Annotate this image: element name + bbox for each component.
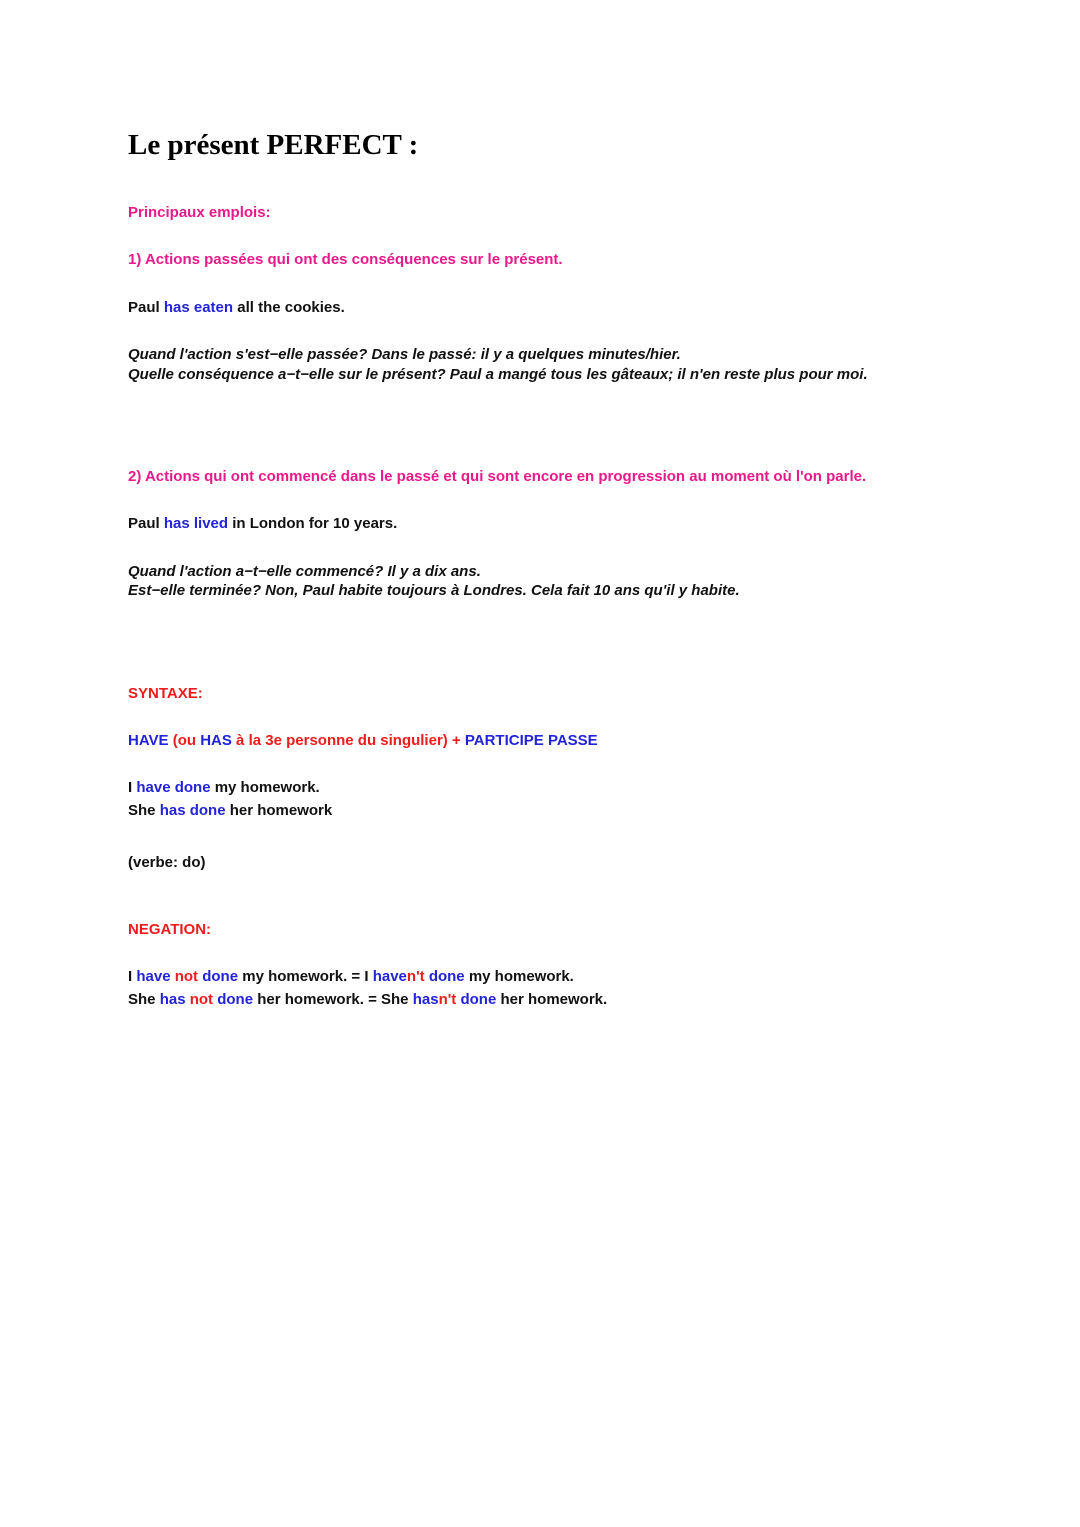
formula-participle: PARTICIPE PASSE: [464, 732, 598, 749]
neg-auxiliary-contracted: have: [372, 968, 407, 985]
neg-rest: my homework. = I: [238, 968, 373, 985]
negation-heading: NEGATION:: [128, 921, 212, 938]
neg-rest: her homework.: [496, 991, 608, 1008]
section1-heading: 1) Actions passées qui ont des conséquences sur le présent.: [128, 251, 563, 268]
emplois-heading: Principaux emplois:: [128, 204, 271, 221]
neg-participle: done: [202, 968, 239, 985]
neg-rest: her homework. = She: [253, 991, 413, 1008]
formula-open: (ou: [168, 732, 201, 749]
example-rest: in London for 10 years.: [228, 515, 398, 532]
negation-example-2: [128, 990, 607, 1010]
example-verb: has eaten: [163, 299, 234, 316]
example-subject: Paul: [128, 299, 164, 316]
example-verb: has lived: [163, 515, 229, 532]
negation-example-1: [128, 967, 574, 987]
example-rest: my homework.: [210, 779, 320, 796]
syntaxe-heading: SYNTAXE:: [128, 685, 203, 702]
neg-participle: done: [428, 968, 465, 985]
neg-auxiliary: have: [136, 968, 171, 985]
example-subject: She: [128, 802, 160, 819]
example-rest: her homework: [225, 802, 333, 819]
section2-heading: 2) Actions qui ont commencé dans le passé et qui sont encore en progression au moment où l'on parle.: [128, 468, 867, 485]
section1-question-consequence: Quelle conséquence a−t−elle sur le présent? Paul a mangé tous les gâteaux; il n'en reste plus pour moi.: [128, 366, 868, 383]
neg-not: not: [185, 991, 214, 1008]
syntaxe-example-2: [128, 801, 332, 821]
neg-not: not: [170, 968, 199, 985]
example-subject: I: [128, 779, 137, 796]
neg-subject: She: [128, 991, 160, 1008]
neg-subject: I: [128, 968, 137, 985]
page-title: Le présent PERFECT :: [128, 129, 419, 161]
section2-question-when: Quand l'action a−t−elle commencé? Il y a dix ans.: [128, 563, 481, 580]
example-subject: Paul: [128, 515, 164, 532]
syntaxe-verb-note: (verbe: do): [128, 854, 206, 871]
section1-example: [128, 298, 345, 318]
example-rest: all the cookies.: [233, 299, 345, 316]
neg-contraction: n't: [438, 991, 457, 1008]
section2-example: [128, 514, 397, 534]
neg-contraction: n't: [406, 968, 425, 985]
formula-have: HAVE: [128, 732, 169, 749]
syntaxe-formula: [128, 731, 598, 751]
neg-rest: my homework.: [464, 968, 574, 985]
example-verb: has done: [159, 802, 226, 819]
section2-question-finished: Est−elle terminée? Non, Paul habite toujours à Londres. Cela fait 10 ans qu'il y habite.: [128, 582, 740, 599]
example-verb: have done: [136, 779, 211, 796]
syntaxe-example-1: [128, 778, 320, 798]
neg-participle: done: [217, 991, 254, 1008]
neg-auxiliary-contracted: has: [412, 991, 439, 1008]
formula-has: HAS: [200, 732, 232, 749]
formula-middle: à la 3e personne du singulier) +: [231, 732, 465, 749]
section1-question-when: Quand l'action s'est−elle passée? Dans le passé: il y a quelques minutes/hier.: [128, 346, 681, 363]
neg-participle: done: [460, 991, 497, 1008]
neg-auxiliary: has: [159, 991, 186, 1008]
